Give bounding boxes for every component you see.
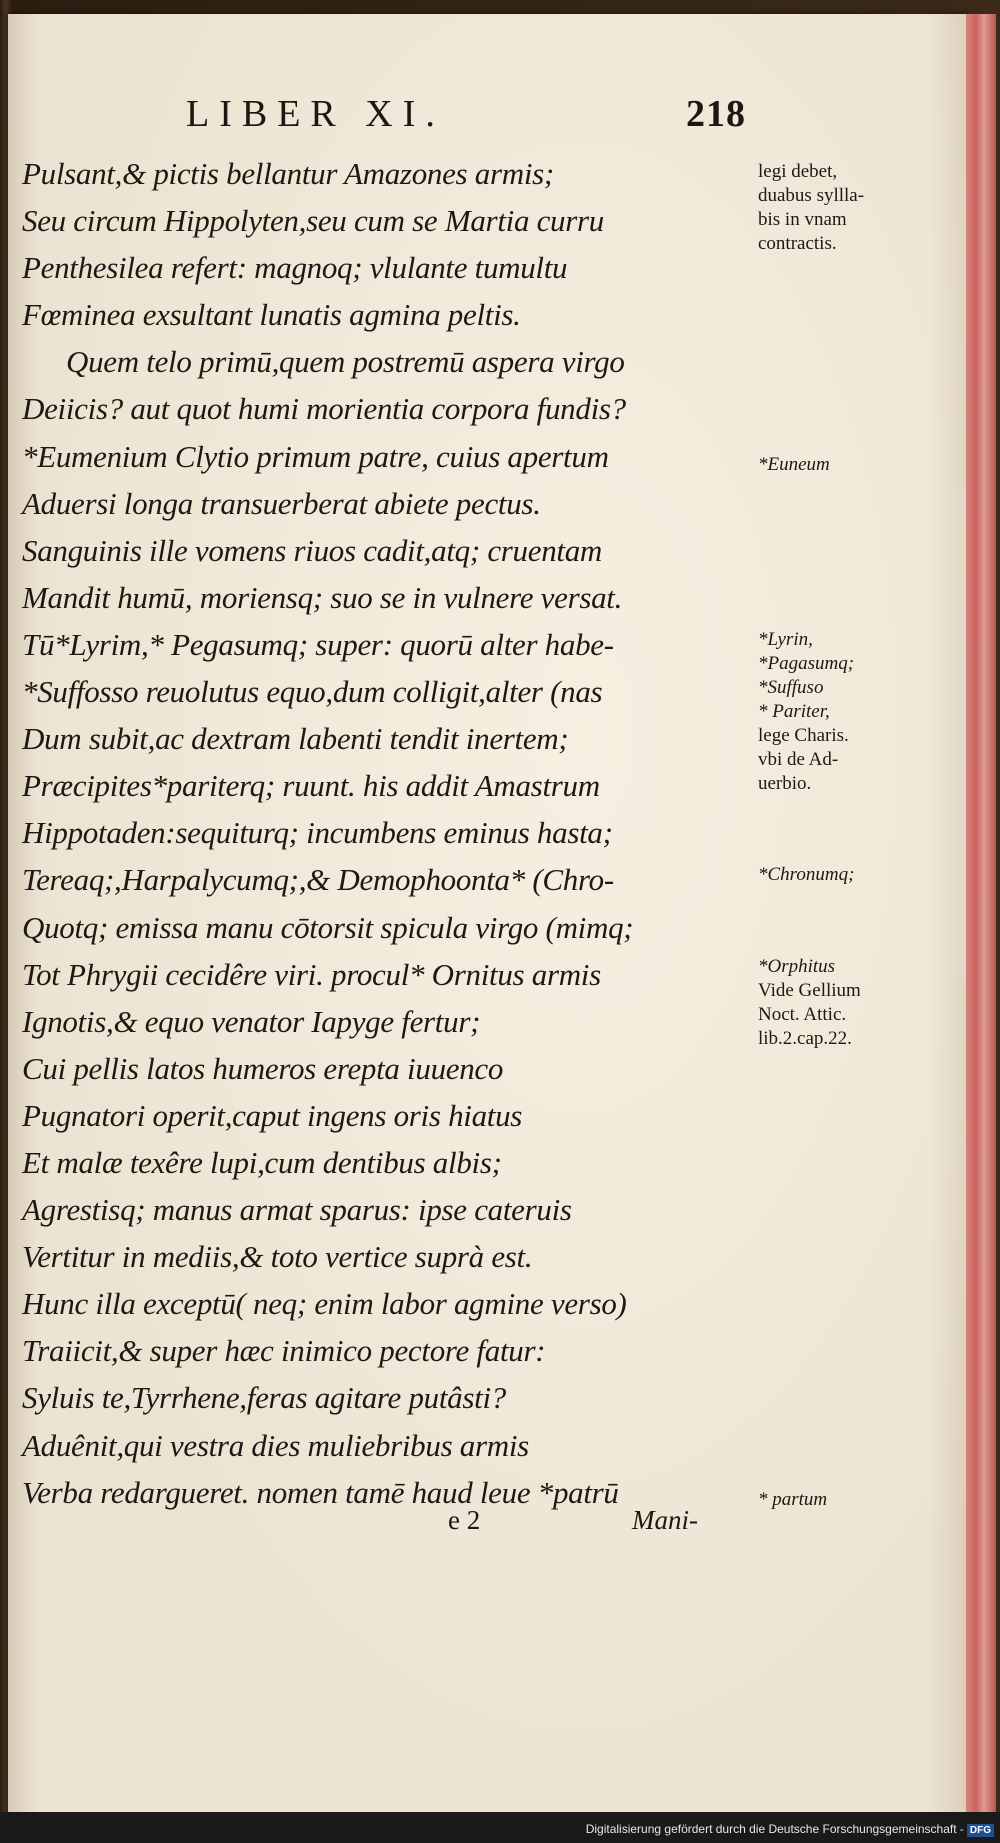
verse-line: Pulsant,& pictis bellantur Amazones armis; bbox=[22, 156, 554, 191]
verse-line: Dum subit,ac dextram labenti tendit inertem; bbox=[22, 721, 569, 757]
margin-note bbox=[758, 863, 958, 887]
margin-note bbox=[758, 453, 958, 477]
verse-line: Agrestisq; manus armat sparus: ipse cateruis bbox=[22, 1192, 572, 1228]
verse-line: *Eumenium Clytio primum patre, cuius apertum bbox=[22, 438, 609, 474]
page-edge bbox=[966, 14, 996, 1812]
verse-line: Seu circum Hippolyten,seu cum se Martia curru bbox=[22, 203, 604, 239]
verse-line: Mandit humū, moriensq; suo se in vulnere versat. bbox=[22, 579, 623, 615]
verse-line: Traiicit,& super hæc inimico pectore fatur: bbox=[22, 1333, 546, 1369]
margin-note-line: bis in vnam bbox=[758, 209, 847, 230]
margin-note-line: *Chronumq; bbox=[758, 864, 855, 885]
margin-note-line: *Pagasumq; bbox=[758, 653, 855, 674]
margin-note-line: * partum bbox=[758, 1489, 828, 1510]
verse-line: Tū*Lyrim,* Pegasumq; super: quorū alter habe- bbox=[22, 626, 614, 662]
credit-text: Digitalisierung gefördert durch die Deutsche Forschungsgemeinschaft - bbox=[585, 1822, 964, 1836]
margin-note-line: * Pariter, bbox=[758, 701, 830, 722]
margin-note bbox=[758, 628, 958, 796]
page-number: 218 bbox=[686, 93, 746, 135]
verse-line: Hunc illa exceptū( neq; enim labor agmine verso) bbox=[22, 1286, 627, 1322]
margin-note-line: legi debet, bbox=[758, 161, 838, 182]
margin-note-line: *Orphitus bbox=[758, 956, 836, 977]
verse-line: Penthesilea refert: magnoq; vlulante tumultu bbox=[22, 250, 568, 286]
margin-note bbox=[758, 1488, 958, 1512]
verse-line: Quem telo primū,quem postremū aspera virgo bbox=[66, 344, 625, 380]
dfg-logo-badge: DFG bbox=[967, 1824, 994, 1837]
verse-line: Syluis te,Tyrrhene,feras agitare putâsti? bbox=[22, 1380, 506, 1416]
verse-line: Tereaq;,Harpalycumq;,& Demophoonta* (Chro- bbox=[22, 862, 614, 898]
running-header bbox=[186, 92, 746, 142]
verse-line: *Suffosso reuolutus equo,dum colligit,alter (nas bbox=[22, 674, 603, 710]
running-title: LIBER XI. bbox=[186, 93, 445, 135]
verse-line: Vertitur in mediis,& toto vertice suprà est. bbox=[22, 1239, 533, 1275]
verse-line: Sanguinis ille vomens riuos cadit,atq; cruentam bbox=[22, 532, 603, 568]
margin-note-line: *Euneum bbox=[758, 454, 830, 475]
verse-line: Pugnatori operit,caput ingens oris hiatus bbox=[22, 1097, 523, 1133]
margin-note-line: contractis. bbox=[758, 233, 837, 254]
verse-line: Quotq; emissa manu cōtorsit spicula virgo (mimq; bbox=[22, 909, 634, 945]
signature-mark: e 2 bbox=[448, 1505, 481, 1535]
verse-line: Hippotaden:sequiturq; incumbens eminus hasta; bbox=[22, 815, 613, 851]
margin-note-line: Vide Gellium bbox=[758, 980, 861, 1001]
margin-note-line: duabus syllla- bbox=[758, 185, 865, 206]
verse-line: Aduersi longa transuerberat abiete pectus. bbox=[22, 485, 541, 521]
margin-note-line: uerbio. bbox=[758, 773, 812, 794]
verse-line: Ignotis,& equo venator Iapyge fertur; bbox=[22, 1003, 481, 1039]
margin-note-line: lege Charis. bbox=[758, 725, 849, 746]
margin-note bbox=[758, 160, 958, 256]
margin-note-line: lib.2.cap.22. bbox=[758, 1028, 852, 1049]
verse-line: Et malæ texêre lupi,cum dentibus albis; bbox=[22, 1144, 502, 1180]
verse-line: Deiicis? aut quot humi morientia corpora fundis? bbox=[22, 391, 626, 427]
verse-text bbox=[22, 150, 752, 1516]
verse-line: Fœminea exsultant lunatis agmina peltis. bbox=[22, 297, 521, 333]
verse-line: Cui pellis latos humeros erepta iuuenco bbox=[22, 1050, 504, 1086]
margin-note-line: *Suffuso bbox=[758, 677, 824, 698]
verse-line: Aduênit,qui vestra dies muliebribus armis bbox=[22, 1427, 529, 1463]
margin-note-line: *Lyrin, bbox=[758, 629, 813, 650]
digitization-credit bbox=[586, 1822, 994, 1837]
catchword: Mani- bbox=[632, 1505, 698, 1535]
verse-line: Tot Phrygii cecidêre viri. procul* Ornitus armis bbox=[22, 956, 601, 992]
verse-line: Præcipites*pariterq; ruunt. his addit Amastrum bbox=[22, 768, 600, 804]
margin-note-line: Noct. Attic. bbox=[758, 1004, 847, 1025]
margin-note bbox=[758, 955, 958, 1051]
margin-note-line: vbi de Ad- bbox=[758, 749, 839, 770]
verse-line: Verba redargueret. nomen tamē haud leue *patrū bbox=[22, 1474, 619, 1510]
